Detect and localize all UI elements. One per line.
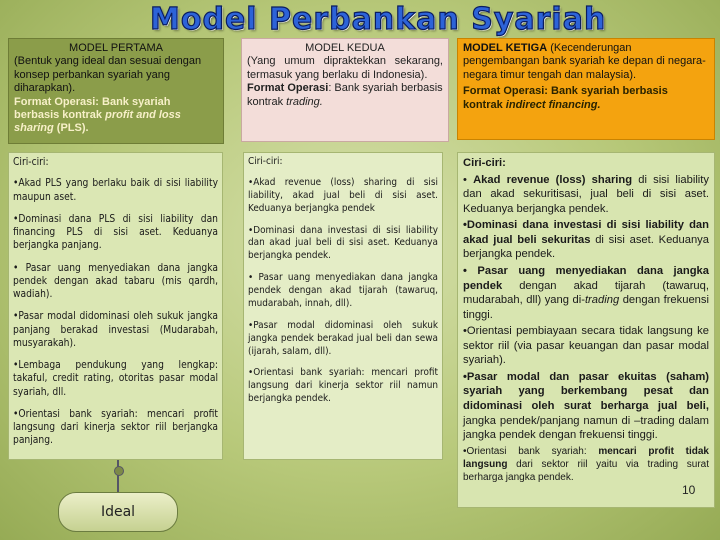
ideal-label: Ideal xyxy=(58,492,178,532)
page-number: 10 xyxy=(682,483,696,497)
ciri-heading: Ciri-ciri: xyxy=(248,156,283,167)
ciri-heading: Ciri-ciri: xyxy=(13,157,49,168)
connector-dot xyxy=(114,466,124,476)
ciri-item: • Pasar uang menyediakan dana jangka pendek dengan akad tabaru (mis qardh, wadiah). xyxy=(13,262,218,300)
ciri-model-kedua xyxy=(243,152,443,460)
ciri-model-pertama xyxy=(8,152,223,460)
model-kedua-box xyxy=(241,38,449,142)
ciri-model-ketiga xyxy=(457,152,715,508)
ciri-item: •Orientasi bank syariah: mencari profit langsung dari kinerja sektor riil namun berjangka pendek. xyxy=(248,367,438,405)
ciri-item: •Dominasi dana investasi di sisi liability dan akad jual beli di sisi aset. Keduanya berjangka pendek. xyxy=(248,224,438,262)
ciri-item: •Orientasi bank syariah: mencari profit tidak langsung dari sektor riil yaitu via trading surat berharga jangka pendek. xyxy=(463,445,709,483)
model-pertama-box xyxy=(8,38,224,144)
model-pertama-desc: (Bentuk yang ideal dan sesuai dengan konsep perbankan syariah yang diharapkan). xyxy=(14,55,202,95)
ciri-item: •Orientasi pembiayaan secara tidak langsung ke sektor riil (via pasar keuangan dan pasar modal syariah). xyxy=(463,325,709,367)
ciri-item: •Pasar modal dan pasar ekuitas (saham) syariah yang berkembang pesat dan didominasi oleh surat berharga jual beli, jangka pendek/panjang namun di –trading dalam jangka pendek dengan frekuensi tinggi. xyxy=(463,370,709,442)
model-ketiga-desc: MODEL KETIGA (Kecenderungan pengembangan bank syariah ke depan di negara-negara timur tengah dan malaysia). xyxy=(463,42,706,81)
ciri-item: •Lembaga pendukung yang lengkap: takaful, credit rating, otoritas pasar modal syariah, dll. xyxy=(13,360,218,398)
model-pertama-operasi: Format Operasi: Bank syariah berbasis kontrak profit and loss sharing (PLS). xyxy=(14,95,181,135)
ciri-item: •Akad revenue (loss) sharing di sisi liability, akad jual beli di sisi aset. Keduanya berjangka pendek xyxy=(248,176,438,214)
ciri-item: • Akad revenue (loss) sharing di sisi liability dan akad sekuritisasi, jual beli di sisi aset. Keduanya berjangka pendek. xyxy=(463,173,709,215)
ciri-item: •Dominasi dana investasi di sisi liability dan akad jual beli sekuritas di sisi aset. Keduanya berjangka pendek. xyxy=(463,219,709,261)
ciri-item: • Pasar uang menyediakan dana jangka pendek dengan akad tijarah (tawaruq, mudarabah, dll) yang di-trading dengan frekuensi tinggi. xyxy=(463,264,709,321)
slide-title: Model Perbankan Syariah xyxy=(150,2,607,37)
ciri-item: •Pasar modal didominasi oleh sukuk jangka pendek berakad jual beli dan sewa (ijarah, salam, dll). xyxy=(248,319,438,357)
ciri-item: •Pasar modal didominasi oleh sukuk jangka panjang berakad investasi (Mudarabah, musyarakah). xyxy=(13,311,218,349)
ciri-heading: Ciri-ciri: xyxy=(463,157,506,169)
model-kedua-desc: (Yang umum dipraktekkan sekarang, termasuk yang berlaku di Indonesia). xyxy=(247,55,443,81)
model-ketiga-box xyxy=(457,38,715,140)
model-ketiga-operasi: Format Operasi: Bank syariah berbasis kontrak indirect financing. xyxy=(463,85,668,111)
model-kedua-heading: MODEL KEDUA xyxy=(305,42,385,54)
ciri-item: •Orientasi bank syariah: mencari profit langsung dari kinerja sektor riil berjangka panjang. xyxy=(13,408,218,447)
model-kedua-operasi: Format Operasi: Bank syariah berbasis kontrak trading. xyxy=(247,82,443,108)
ciri-item: •Dominasi dana PLS di sisi liability dan financing PLS di sisi aset. Keduanya berjangka panjang. xyxy=(13,213,218,252)
model-pertama-heading: MODEL PERTAMA xyxy=(69,42,163,54)
ciri-item: •Akad PLS yang berlaku baik di sisi liability maupun aset. xyxy=(13,178,218,203)
ciri-item: • Pasar uang menyediakan dana jangka pendek dengan akad tijarah (tawaruq, mudarabah, innah, dll). xyxy=(248,272,438,309)
